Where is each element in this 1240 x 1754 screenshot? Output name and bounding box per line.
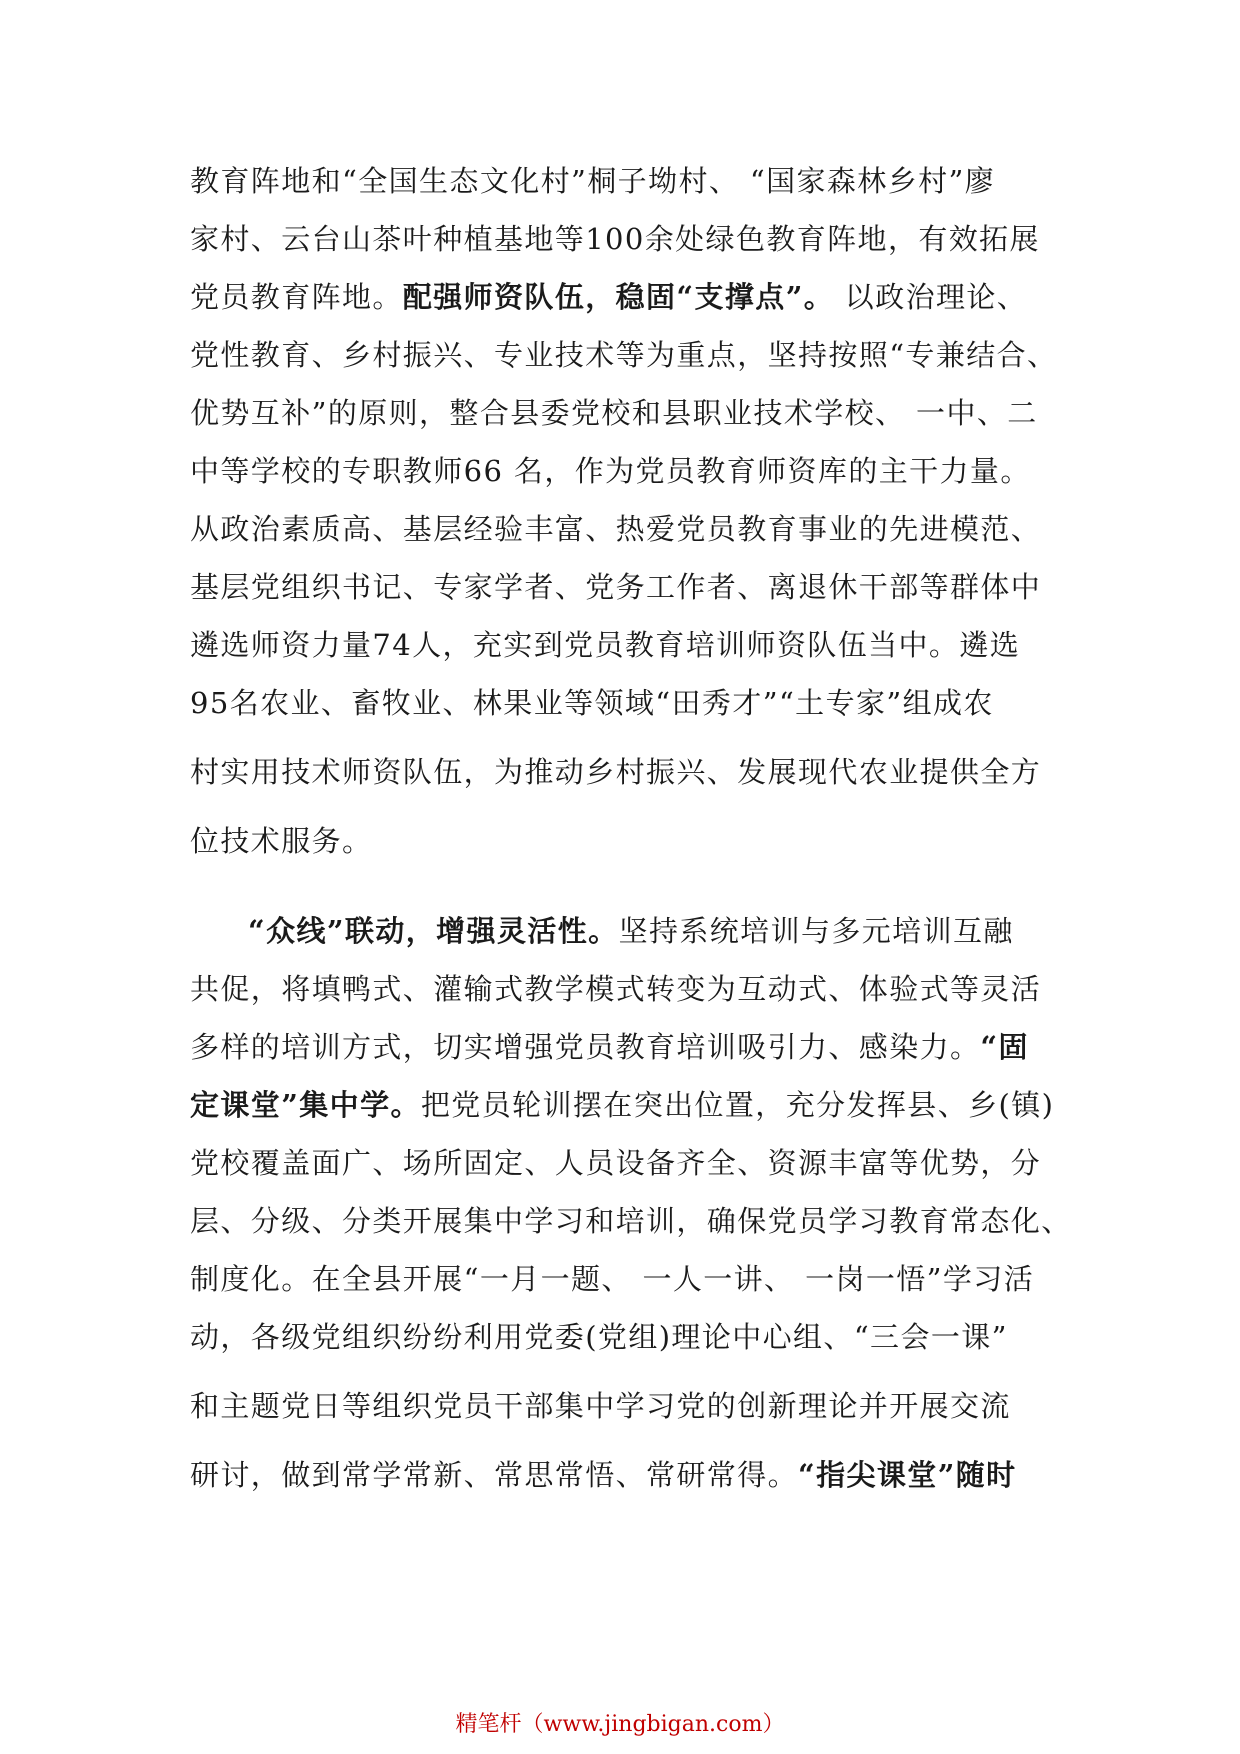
- text-line: 家村、云台山茶叶种植基地等100余处绿色教育阵地，有效拓展: [190, 222, 1040, 256]
- text-line: 多样的培训方式，切实增强党员教育培训吸引力、感染力。“固: [190, 1030, 1029, 1064]
- text-line: 位技术服务。: [190, 824, 373, 858]
- text-line: 党校覆盖面广、场所固定、人员设备齐全、资源丰富等优势，分: [190, 1146, 1042, 1180]
- footer-watermark-link[interactable]: 精笔杆（www.jingbigan.com）: [455, 1712, 785, 1737]
- bold-heading-linkage: “众线”联动，增强灵活性。: [248, 914, 619, 948]
- text-line: 教育阵地和“全国生态文化村”桐子坳村、 “国家森林乡村”廖: [190, 164, 996, 198]
- text-line: 研讨，做到常学常新、常思常悟、常研常得。“指尖课堂”随时: [190, 1458, 1017, 1492]
- text-line: 村实用技术师资队伍，为推动乡村振兴、发展现代农业提供全方: [190, 755, 1042, 789]
- text-line: 共促，将填鸭式、灌输式教学模式转变为互动式、体验式等灵活: [190, 972, 1042, 1006]
- text-line: 层、分级、分类开展集中学习和培训，确保党员学习教育常态化、: [190, 1204, 1072, 1238]
- text-line: 和主题党日等组织党员干部集中学习党的创新理论并开展交流: [190, 1389, 1011, 1423]
- text-line: 定课堂”集中学。把党员轮训摆在突出位置，充分发挥县、乡(镇): [190, 1088, 1055, 1122]
- bold-heading-fixed-classroom: “固: [980, 1030, 1029, 1064]
- text-line: 党员教育阵地。配强师资队伍，稳固“支撑点”。 以政治理论、: [190, 280, 1028, 314]
- bold-heading-teacher-team: 配强师资队伍，稳固“支撑点”。: [402, 280, 835, 314]
- text-line: 党性教育、乡村振兴、专业技术等为重点，坚持按照“专兼结合、: [190, 338, 1058, 372]
- text-line: 从政治素质高、基层经验丰富、热爱党员教育事业的先进模范、: [190, 512, 1042, 546]
- text-line: 制度化。在全县开展“一月一题、 一人一讲、 一岗一悟”学习活: [190, 1262, 1035, 1296]
- text-line: 基层党组织书记、专家学者、党务工作者、离退休干部等群体中: [190, 570, 1042, 604]
- text-line: 遴选师资力量74人，充实到党员教育培训师资队伍当中。遴选: [190, 628, 1021, 662]
- text-line: 优势互补”的原则，整合县委党校和县职业技术学校、 一中、二: [190, 396, 1038, 430]
- text-line: “众线”联动，增强灵活性。坚持系统培训与多元培训互融: [248, 914, 1014, 948]
- text-line: 动，各级党组织纷纷利用党委(党组)理论中心组、“三会一课”: [190, 1320, 1008, 1354]
- bold-heading-fixed-classroom-cont: 定课堂”集中学。: [190, 1088, 421, 1122]
- text-line: 95名农业、畜牧业、林果业等领域“田秀才”“土专家”组成农: [190, 686, 994, 720]
- paragraph-multi-line-linkage: [190, 902, 1072, 1504]
- paragraph-teacher-team: [190, 152, 1060, 870]
- bold-heading-fingertip-classroom: “指尖课堂”随时: [798, 1458, 1017, 1492]
- text-line: 中等学校的专职教师66 名，作为党员教育师资库的主干力量。: [190, 454, 1031, 488]
